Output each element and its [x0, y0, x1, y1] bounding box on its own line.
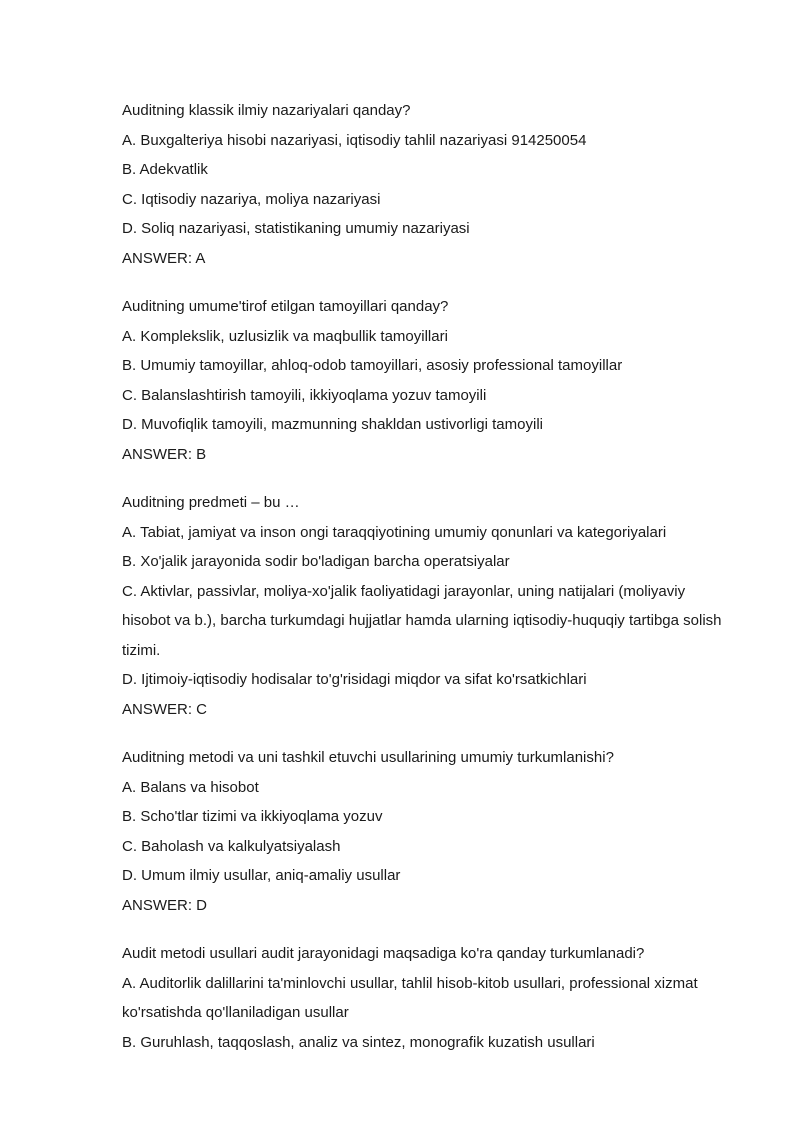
option-c: C. Baholash va kalkulyatsiyalash: [122, 837, 341, 855]
document-page: [122, 96, 732, 1076]
option-d: D. Muvofiqlik tamoyili, mazmunning shakldan ustivorligi tamoyili: [122, 416, 543, 433]
answer: ANSWER: B: [122, 445, 207, 463]
option-c: C. Balanslashtirish tamoyili, ikkiyoqlama yozuv tamoyili: [122, 386, 487, 404]
option-b: B. Xo'jalik jarayonida sodir bo'ladigan barcha operatsiyalar: [122, 553, 510, 570]
question-5: [122, 939, 732, 1057]
option-a: A. Balans va hisobot: [122, 778, 259, 796]
question-text: Audit metodi usullari audit jarayonidagi maqsadiga ko'ra qanday turkumlanadi?: [122, 945, 645, 962]
question-text: Auditning metodi va uni tashkil etuvchi usullarining umumiy turkumlanishi?: [122, 749, 614, 766]
question-2: [122, 292, 732, 469]
question-text: Auditning predmeti – bu …: [122, 494, 300, 511]
question-text: Auditning umume'tirof etilgan tamoyillari qanday?: [122, 298, 449, 315]
question-1: [122, 96, 732, 273]
option-d: D. Ijtimoiy-iqtisodiy hodisalar to'g'risidagi miqdor va sifat ko'rsatkichlari: [122, 671, 587, 688]
option-a: A. Buxgalteriya hisobi nazariyasi, iqtisodiy tahlil nazariyasi 914250054: [122, 131, 587, 149]
option-b: B. Umumiy tamoyillar, ahloq-odob tamoyillari, asosiy professional tamoyillar: [122, 357, 623, 374]
option-a: A. Auditorlik dalillarini ta'minlovchi usullar, tahlil hisob-kitob usullari, professional xizmat ko'rsatishda qo'llaniladigan usullar: [122, 974, 698, 1021]
answer: ANSWER: C: [122, 700, 208, 718]
question-4: [122, 743, 732, 920]
option-b: B. Adekvatlik: [122, 161, 208, 178]
option-b: B. Guruhlash, taqqoslash, analiz va sintez, monografik kuzatish usullari: [122, 1033, 595, 1051]
answer: ANSWER: D: [122, 896, 208, 914]
option-d: D. Umum ilmiy usullar, aniq-amaliy usullar: [122, 867, 401, 884]
option-c: C. Aktivlar, passivlar, moliya-xo'jalik faoliyatidagi jarayonlar, uning natijalari (moliyaviy hisobot va b.), barcha turkumdagi hujjatlar hamda ularning iqtisodiy-huquqiy tartibga solish tizimi.: [122, 582, 722, 659]
option-d: D. Soliq nazariyasi, statistikaning umumiy nazariyasi: [122, 220, 470, 237]
question-text: Auditning klassik ilmiy nazariyalari qanday?: [122, 102, 411, 119]
option-a: A. Tabiat, jamiyat va inson ongi taraqqiyotining umumiy qonunlari va kategoriyalari: [122, 523, 667, 541]
option-a: A. Komplekslik, uzlusizlik va maqbullik tamoyillari: [122, 327, 448, 345]
option-b: B. Scho'tlar tizimi va ikkiyoqlama yozuv: [122, 808, 383, 825]
option-c: C. Iqtisodiy nazariya, moliya nazariyasi: [122, 190, 381, 208]
answer: ANSWER: A: [122, 249, 206, 267]
question-3: [122, 488, 732, 724]
